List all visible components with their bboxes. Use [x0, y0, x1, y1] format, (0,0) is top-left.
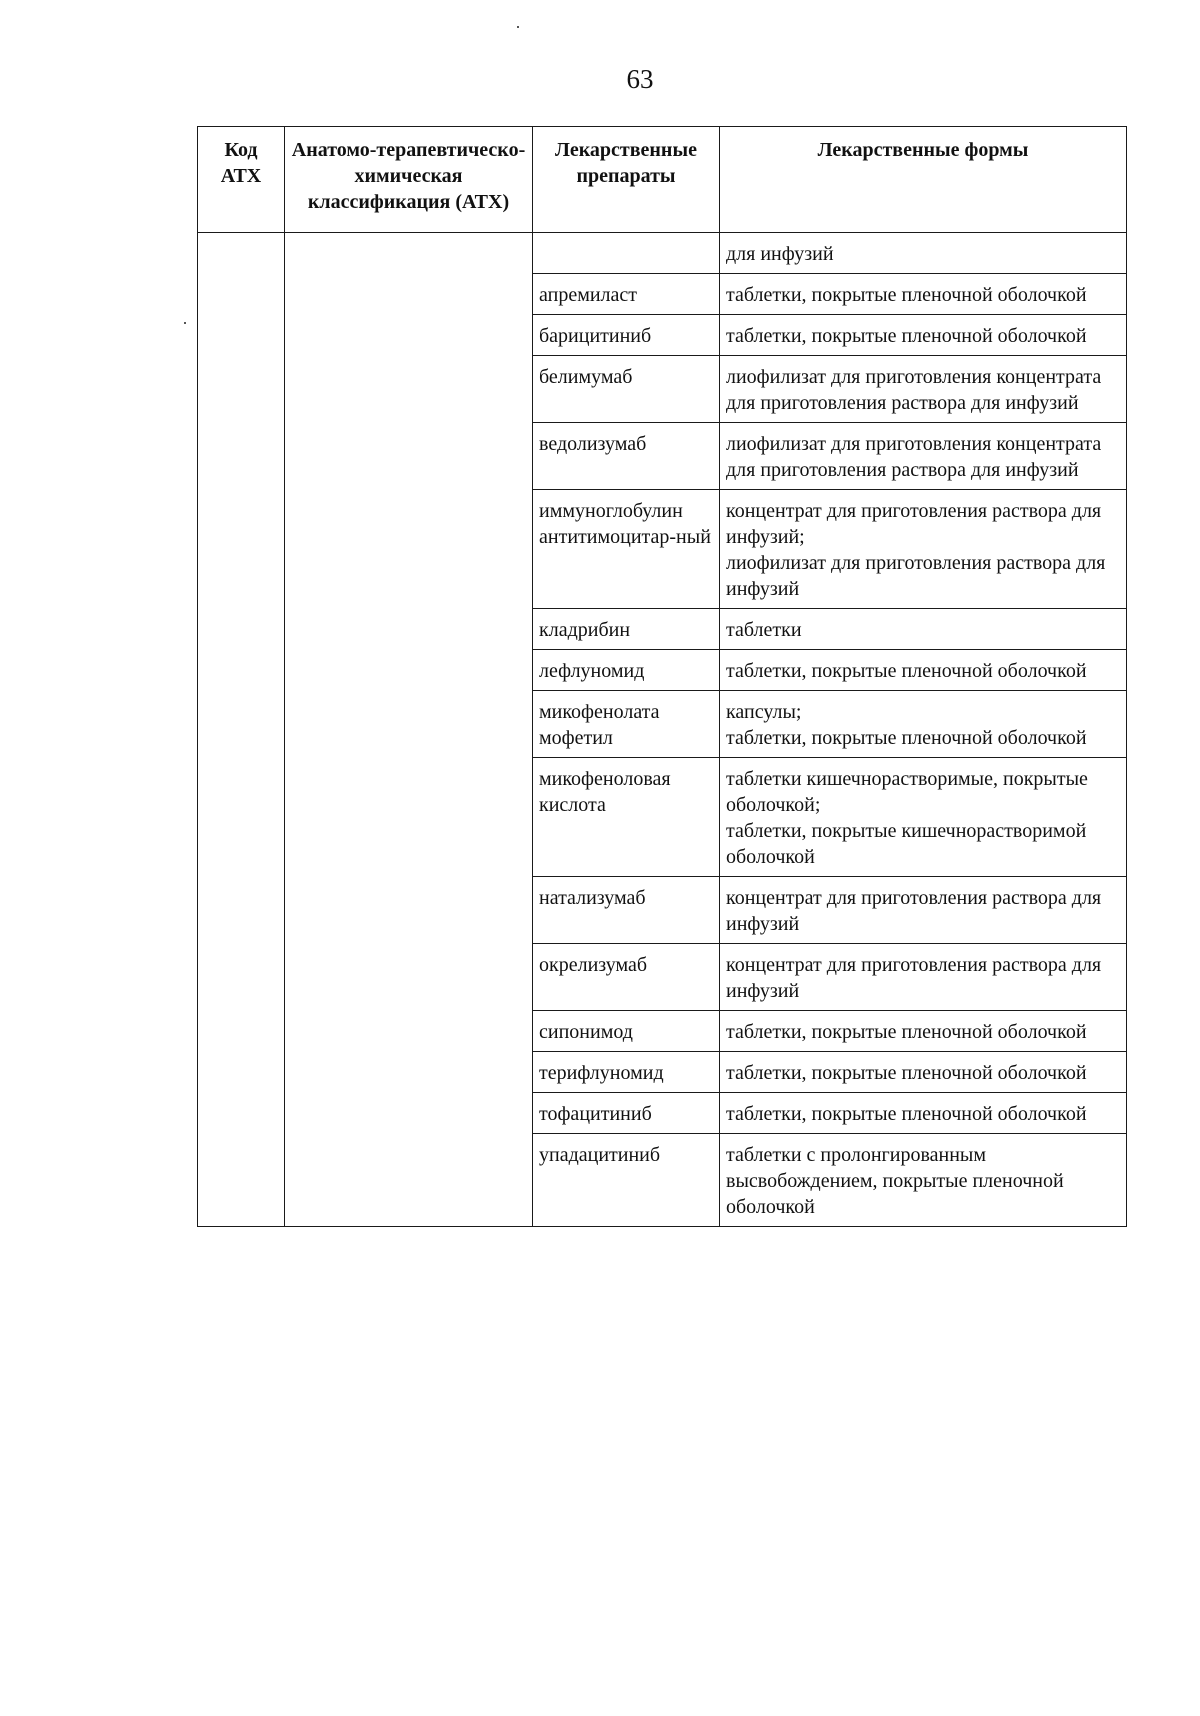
dosage-form-text: таблетки, покрытые пленочной оболочкой: [726, 1062, 1087, 1084]
dosage-form-text: концентрат для приготовления раствора для инфузий;: [726, 500, 1102, 548]
dosage-form-text: таблетки, покрытые кишечнорастворимой оболочкой: [726, 820, 1087, 868]
drug-name-cell: тофацитиниб: [533, 1093, 720, 1134]
drug-name-cell: [533, 233, 720, 274]
dosage-forms-cell: [720, 650, 1127, 691]
dosage-form-text: таблетки, покрытые пленочной оболочкой: [726, 660, 1087, 682]
dosage-forms-cell: [720, 944, 1127, 1011]
dosage-form-text: таблетки, покрытые пленочной оболочкой: [726, 727, 1087, 749]
dosage-form-text: таблетки с пролонгированным высвобождением, покрытые пленочной оболочкой: [726, 1144, 1064, 1218]
dosage-form-text: таблетки, покрытые пленочной оболочкой: [726, 1103, 1087, 1125]
dosage-forms-cell: [720, 691, 1127, 758]
dosage-forms-cell: [720, 356, 1127, 423]
dosage-form-text: концентрат для приготовления раствора для инфузий: [726, 954, 1102, 1002]
dosage-form-text: для инфузий: [726, 243, 834, 265]
table-header-row: [198, 127, 1127, 233]
dosage-forms-cell: [720, 609, 1127, 650]
header-atx-code: Код АТХ: [198, 127, 285, 233]
dosage-forms-cell: [720, 758, 1127, 877]
drug-name-cell: кладрибин: [533, 609, 720, 650]
scan-speck: [517, 26, 519, 28]
drug-name-cell: белимумаб: [533, 356, 720, 423]
dosage-form-text: концентрат для приготовления раствора для инфузий: [726, 887, 1102, 935]
dosage-forms-cell: [720, 1011, 1127, 1052]
drug-name-cell: иммуноглобулин антитимоцитар-ный: [533, 490, 720, 609]
drug-name-cell: апремиласт: [533, 274, 720, 315]
dosage-form-text: таблетки кишечнорастворимые, покрытые оболочкой;: [726, 768, 1088, 816]
drug-name-cell: окрелизумаб: [533, 944, 720, 1011]
atx-code-cell: [198, 233, 285, 1227]
drug-name-cell: лефлуномид: [533, 650, 720, 691]
drug-name-cell: натализумаб: [533, 877, 720, 944]
header-dosage-forms: Лекарственные формы: [720, 127, 1127, 233]
dosage-form-text: таблетки, покрытые пленочной оболочкой: [726, 284, 1087, 306]
dosage-forms-cell: [720, 490, 1127, 609]
dosage-form-text: лиофилизат для приготовления концентрата для приготовления раствора для инфузий: [726, 366, 1102, 414]
dosage-form-text: таблетки, покрытые пленочной оболочкой: [726, 1021, 1087, 1043]
drug-name-cell: сипонимод: [533, 1011, 720, 1052]
dosage-form-text: лиофилизат для приготовления раствора для инфузий: [726, 552, 1106, 600]
page-number: 63: [626, 64, 654, 94]
dosage-forms-cell: [720, 1093, 1127, 1134]
atx-classification-cell: [285, 233, 533, 1227]
dosage-forms-cell: [720, 1134, 1127, 1227]
drug-name-cell: микофенолата мофетил: [533, 691, 720, 758]
dosage-form-text: таблетки, покрытые пленочной оболочкой: [726, 325, 1087, 347]
atx-drug-table: [197, 126, 1127, 1227]
dosage-forms-cell: [720, 315, 1127, 356]
drug-name-cell: ведолизумаб: [533, 423, 720, 490]
dosage-forms-cell: [720, 274, 1127, 315]
table-row: [198, 233, 1127, 274]
header-drugs: Лекарственные препараты: [533, 127, 720, 233]
dosage-forms-cell: [720, 1052, 1127, 1093]
drug-name-cell: терифлуномид: [533, 1052, 720, 1093]
header-atx-classification: Анатомо-терапевтическо-химическая классификация (АТХ): [285, 127, 533, 233]
scan-speck: [184, 322, 186, 324]
dosage-forms-cell: [720, 877, 1127, 944]
dosage-forms-cell: [720, 233, 1127, 274]
dosage-form-text: лиофилизат для приготовления концентрата для приготовления раствора для инфузий: [726, 433, 1102, 481]
dosage-form-text: капсулы;: [726, 701, 802, 723]
table-body: [198, 233, 1127, 1227]
drug-name-cell: барицитиниб: [533, 315, 720, 356]
drug-name-cell: микофеноловая кислота: [533, 758, 720, 877]
dosage-form-text: таблетки: [726, 619, 802, 641]
drug-name-cell: упадацитиниб: [533, 1134, 720, 1227]
dosage-forms-cell: [720, 423, 1127, 490]
